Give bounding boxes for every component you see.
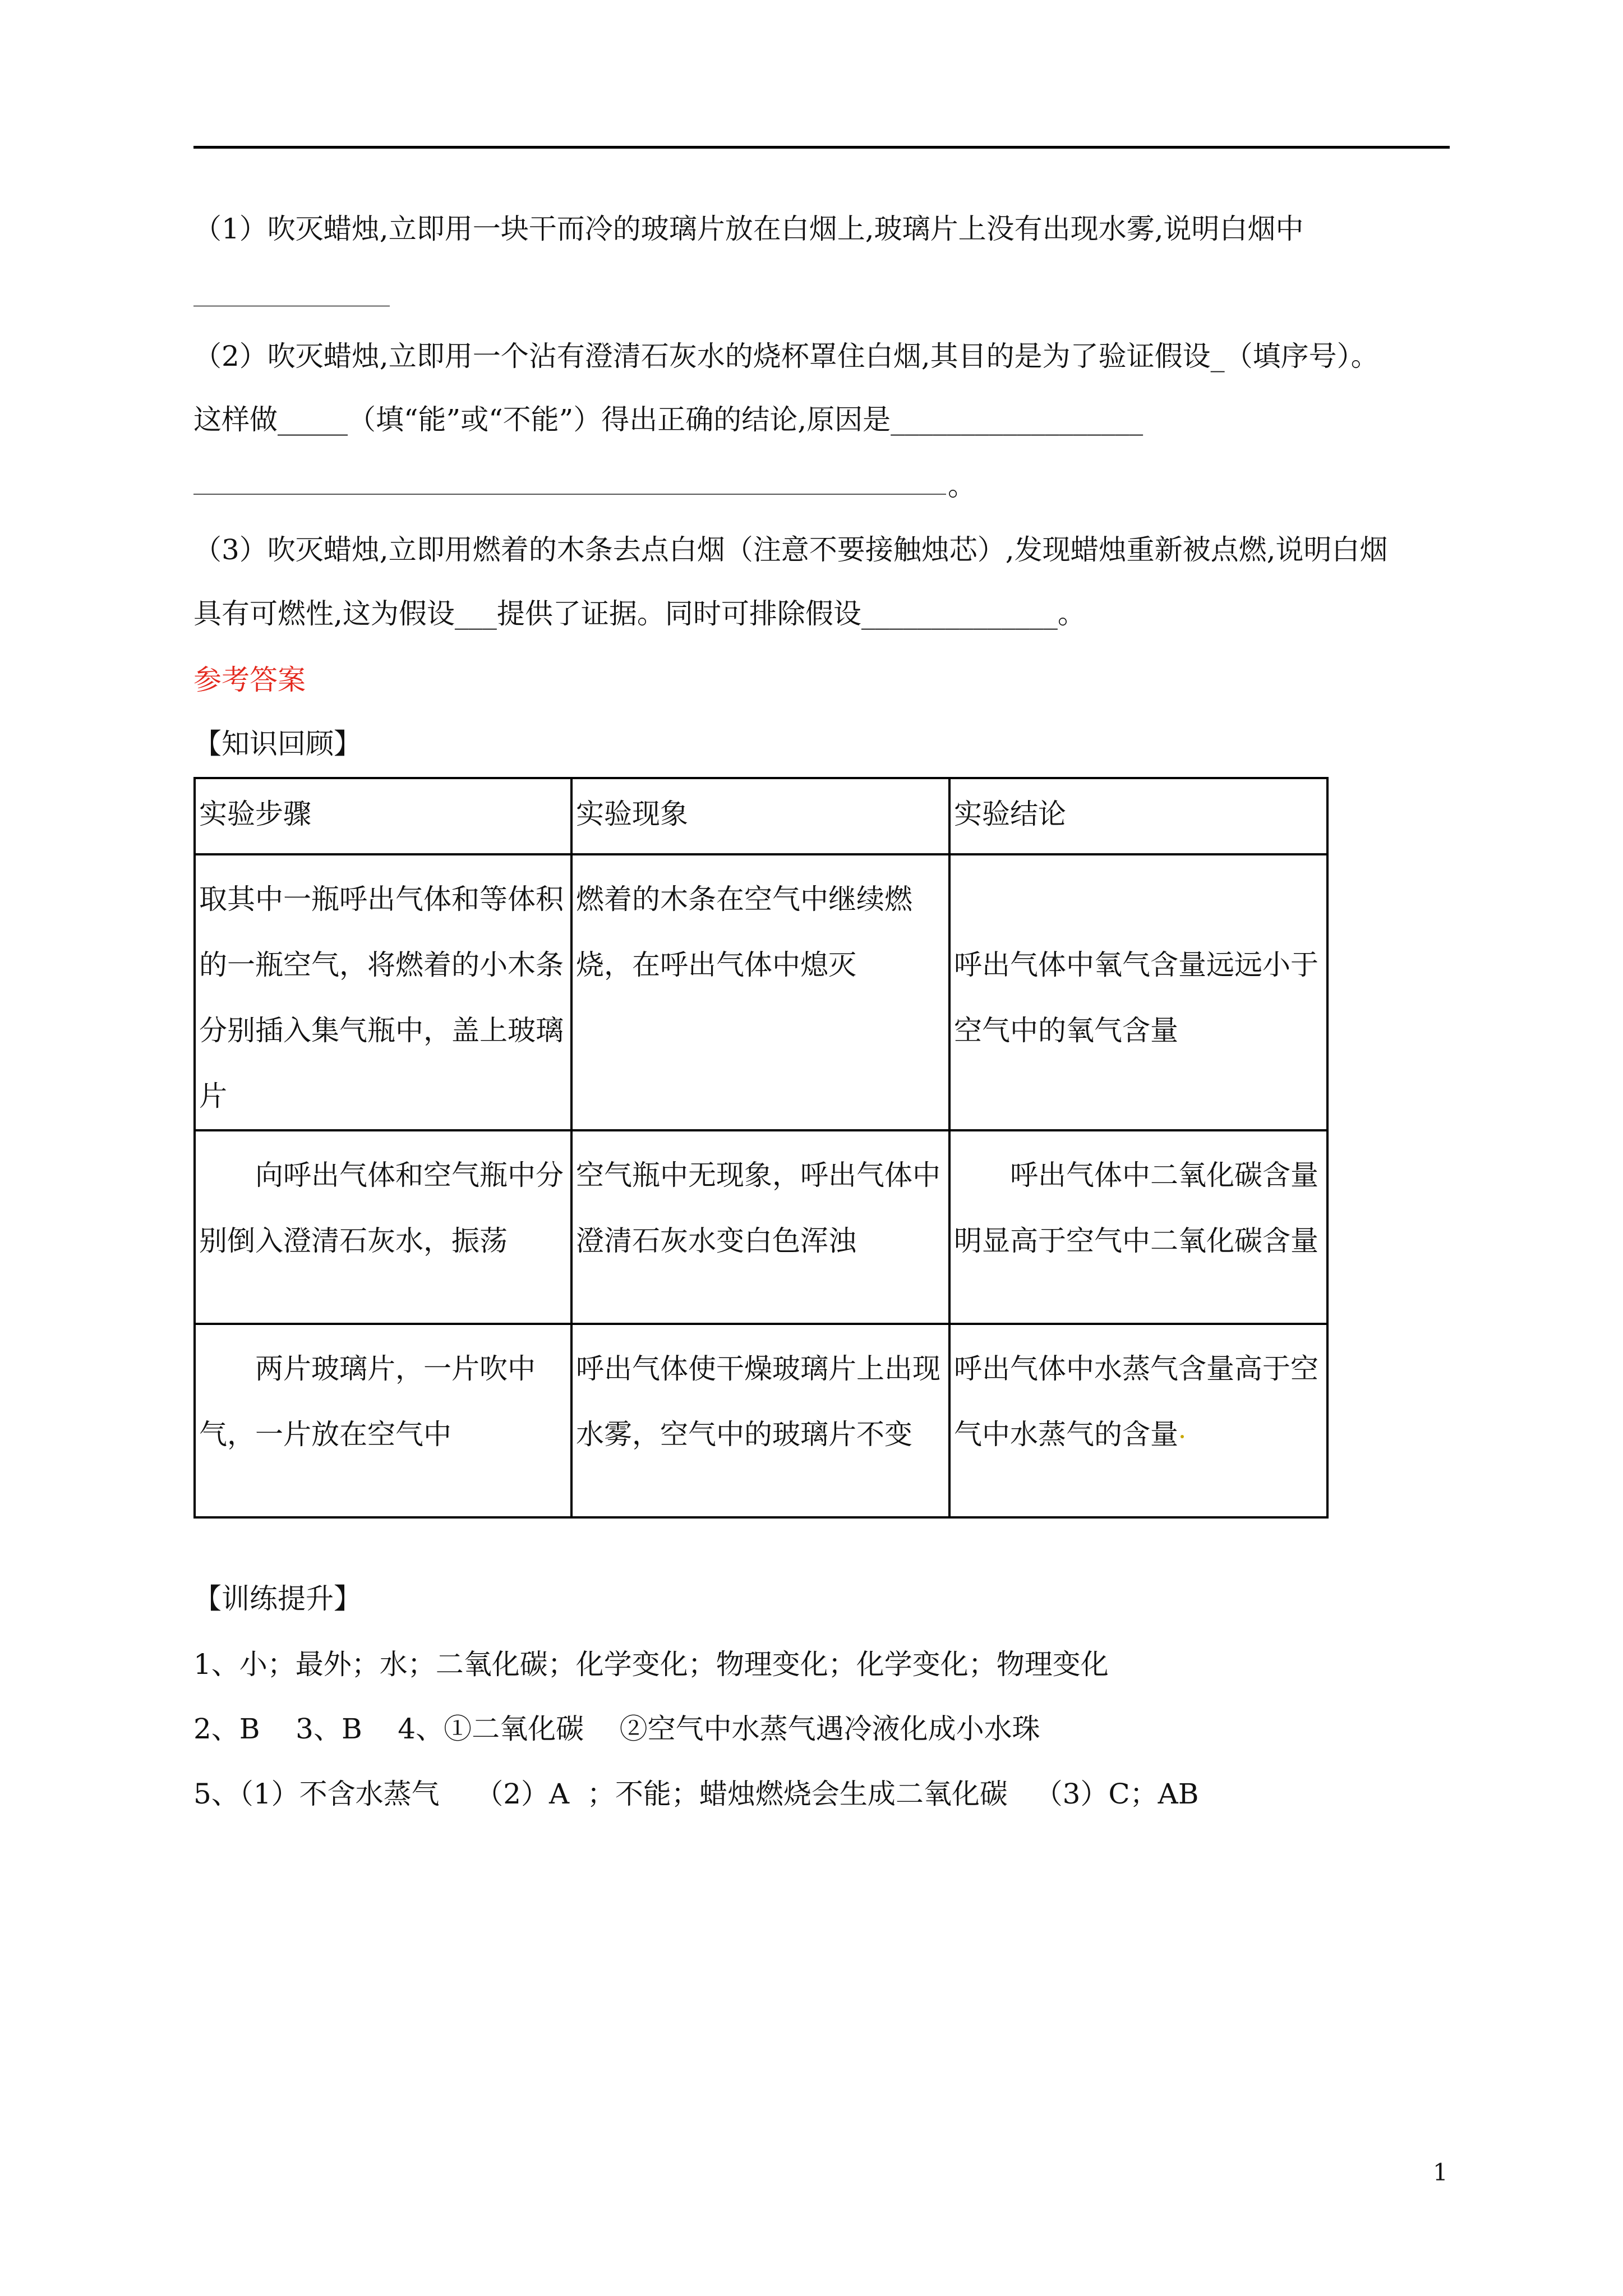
table-cell: 呼出气体使干燥玻璃片上出现水雾，空气中的玻璃片不变 (571, 1324, 949, 1517)
table-row (195, 1324, 1327, 1517)
table-cell (949, 1324, 1327, 1517)
knowledge-review-heading: 【知识回顾】 (193, 728, 362, 760)
header-cell: 实验现象 (571, 778, 949, 854)
dot-mark (1181, 1435, 1184, 1438)
header-cell: 实验步骤 (195, 778, 571, 854)
answer-line-2: 2、B 3、B 4、①二氧化碳 ②空气中水蒸气遇冷液化成小水珠 (193, 1713, 1040, 1745)
table-row (195, 854, 1327, 1130)
question-1-line-1: （1）吹灭蜡烛,立即用一块干而冷的玻璃片放在白烟上,玻璃片上没有出现水雾,说明白烟中 (193, 213, 1304, 245)
training-heading: 【训练提升】 (193, 1582, 362, 1615)
table-cell: 呼出气体中氧气含量远远小于空气中的氧气含量 (949, 854, 1327, 1130)
page-number: 1 (1433, 2159, 1448, 2186)
question-2-line-3-period: 。 (948, 470, 976, 502)
question-3-line-1: （3）吹灭蜡烛,立即用燃着的木条去点白烟（注意不要接触烛芯）,发现蜡烛重新被点燃,说明白烟 (193, 533, 1388, 566)
table-row (195, 1130, 1327, 1324)
header-rule (193, 146, 1450, 149)
table-cell: 两片玻璃片，一片吹中气，一片放在空气中 (195, 1324, 571, 1517)
question-2-line-1: （2）吹灭蜡烛,立即用一个沾有澄清石灰水的烧杯罩住白烟,其目的是为了验证假设_（填序号）。 (193, 340, 1379, 372)
table-cell: 呼出气体中二氧化碳含量明显高于空气中二氧化碳含量 (949, 1130, 1327, 1324)
table-header-row (195, 778, 1327, 854)
question-1-blank: ______________ (193, 274, 390, 307)
answer-line-1: 1、小；最外；水；二氧化碳；化学变化；物理变化；化学变化；物理变化 (193, 1648, 1109, 1681)
table-cell-text: 呼出气体中水蒸气含量高于空气中水蒸气的含量 (954, 1352, 1318, 1451)
knowledge-table (193, 777, 1329, 1519)
table-cell: 燃着的木条在空气中继续燃烧，在呼出气体中熄灭 (571, 854, 949, 1130)
question-2-line-2: 这样做_____（填“能”或“不能”）得出正确的结论,原因是__________________ (193, 403, 1144, 436)
question-2-blank-line (193, 494, 946, 495)
answers-title: 参考答案 (193, 664, 306, 696)
table-cell: 取其中一瓶呼出气体和等体积的一瓶空气，将燃着的小木条分别插入集气瓶中，盖上玻璃片 (195, 854, 571, 1130)
table-cell: 向呼出气体和空气瓶中分别倒入澄清石灰水，振荡 (195, 1130, 571, 1324)
answer-line-3: 5、（1）不含水蒸气 （2）A ；不能；蜡烛燃烧会生成二氧化碳 （3）C；AB (193, 1778, 1199, 1810)
header-cell: 实验结论 (949, 778, 1327, 854)
question-3-line-2: 具有可燃性,这为假设___提供了证据。同时可排除假设______________。 (193, 597, 1086, 630)
table-cell: 空气瓶中无现象，呼出气体中澄清石灰水变白色浑浊 (571, 1130, 949, 1324)
